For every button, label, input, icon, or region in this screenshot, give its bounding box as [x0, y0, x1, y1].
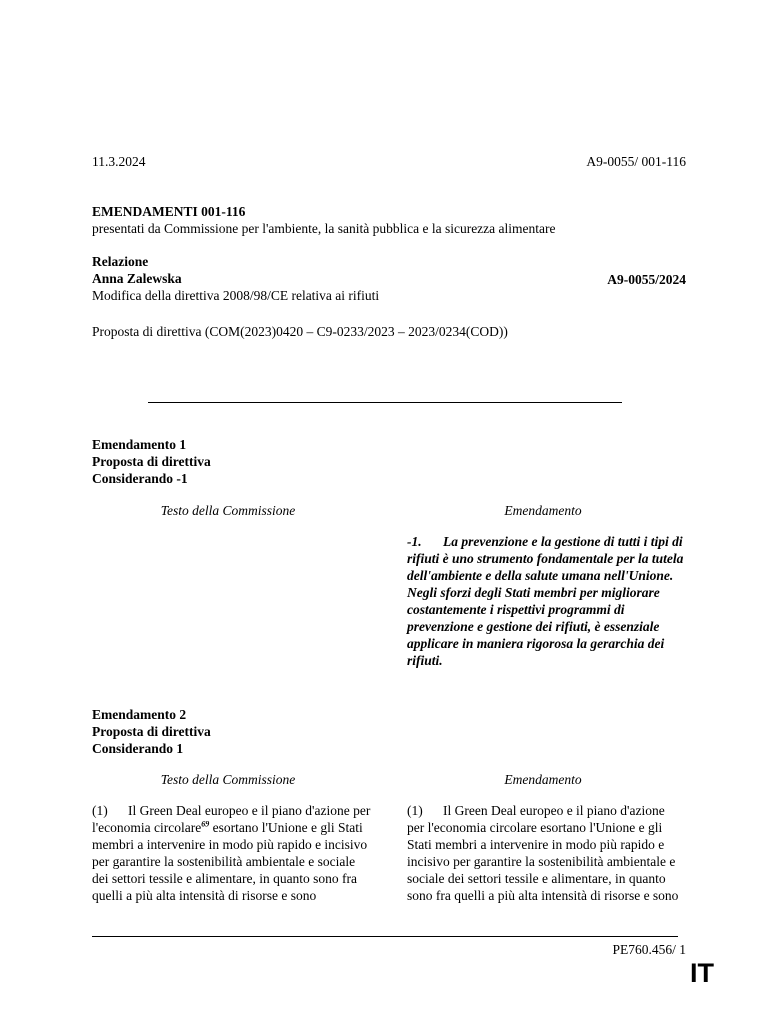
rapporteur-name: Anna Zalewska	[92, 271, 182, 286]
amendment-1-heading	[92, 436, 392, 487]
amendment-1-number: -1.	[407, 534, 422, 549]
amendment-1-col-right-heading: Emendamento	[504, 503, 582, 518]
presented-by: presentati da Commissione per l'ambiente, la sanità pubblica e la sicurezza alimentare	[92, 221, 556, 236]
amendment-2-right-body: Il Green Deal europeo e il piano d'azione per l'economia circolare esortano l'Unione e gli Stati membri a intervenire in modo più rapido e incisivo per garantire la sostenibilità ambientale e sociale dei settori tessile e alimentare, in quanto sono fra quelli a più alta intensità di risorse e sono	[407, 803, 679, 903]
report-subject: Modifica della direttiva 2008/98/CE relativa ai rifiuti	[92, 288, 380, 303]
amendment-1-col-left-heading: Testo della Commissione	[160, 503, 296, 518]
report-label: Relazione	[92, 254, 149, 269]
amendment-1-title: Emendamento 1	[92, 437, 187, 452]
amendment-1-recital: Considerando -1	[92, 471, 188, 486]
document-date: 11.3.2024	[92, 154, 146, 169]
amendment-2-col-right-heading: Emendamento	[504, 772, 582, 787]
amendment-2-col-left-heading: Testo della Commissione	[160, 772, 296, 787]
report-block	[92, 253, 686, 304]
document-reference: A9-0055/ 001-116	[586, 154, 686, 169]
amendment-2-left-text-b: esortano l'Unione e gli Stati membri a intervenire in modo più rapido e incisivo per garantire la sostenibilità ambientale e sociale dei settori tessile e alimentare, in quanto sono fra quelli a più alta intensità di risorse e sono	[92, 820, 368, 903]
amendment-2-doc: Proposta di direttiva	[92, 724, 211, 739]
proposal-reference: Proposta di direttiva (COM(2023)0420 – C9-0233/2023 – 2023/0234(COD))	[92, 324, 508, 339]
amendment-2-left-number: (1)	[92, 803, 108, 818]
footer-page-reference: PE760.456/ 1	[612, 942, 686, 957]
amendments-heading-block	[92, 203, 692, 237]
amendment-2-left-text-a: Il Green Deal europeo e il piano d'azione per l'economia circolare	[92, 803, 371, 835]
amendment-2-amended-text	[407, 802, 685, 904]
amendment-1-text	[407, 533, 685, 669]
report-reference: A9-0055/2024	[607, 272, 686, 287]
amendment-2-recital: Considerando 1	[92, 741, 184, 756]
language-code: IT	[690, 958, 714, 988]
amendment-2-right-number: (1)	[407, 803, 423, 818]
separator-line	[148, 402, 622, 403]
amendments-title: EMENDAMENTI 001-116	[92, 204, 246, 219]
amendment-2-heading	[92, 706, 392, 757]
amendment-2-title: Emendamento 2	[92, 707, 187, 722]
footer-line	[92, 936, 678, 937]
amendment-1-doc: Proposta di direttiva	[92, 454, 211, 469]
footnote-marker: 69	[201, 819, 210, 829]
amendment-1-body: La prevenzione e la gestione di tutti i tipi di rifiuti è uno strumento fondamentale per la tutela dell'ambiente e della salute umana nell'Unione. Negli sforzi degli Stati membri per migliorare costantemente i rispettivi programmi di prevenzione e gestione dei rifiuti, è essenziale applicare in maniera rigorosa la gerarchia dei rifiuti.	[407, 534, 684, 668]
amendment-2-commission-text	[92, 802, 372, 904]
